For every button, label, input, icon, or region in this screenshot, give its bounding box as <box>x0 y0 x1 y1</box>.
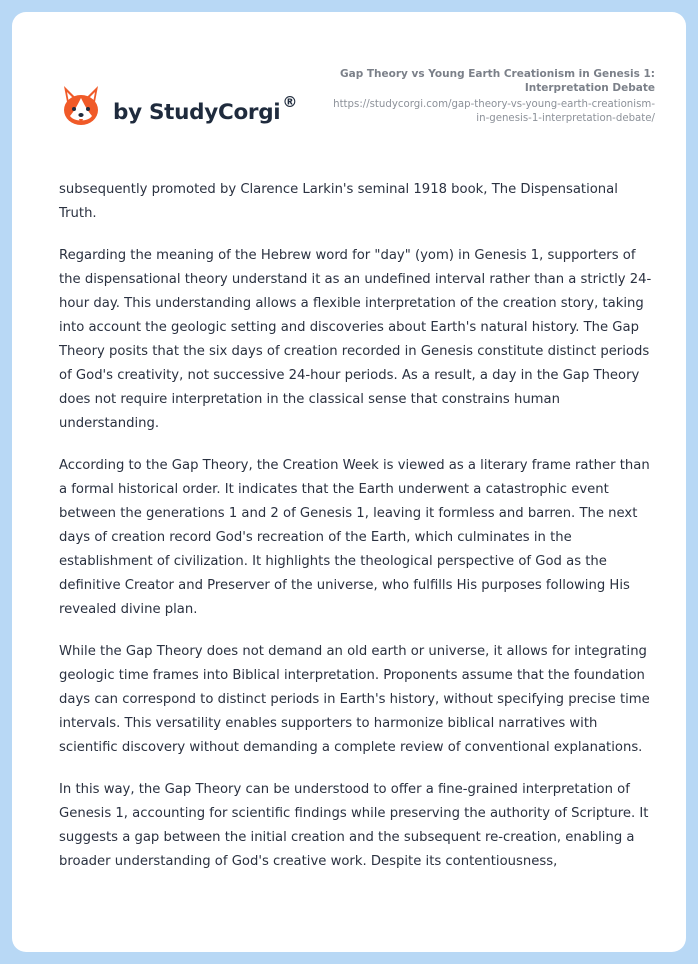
registered-mark: ® <box>282 92 298 111</box>
document-title: Gap Theory vs Young Earth Creationism in Genesis 1: Interpretation Debate <box>339 68 655 94</box>
paragraph: According to the Gap Theory, the Creation Week is viewed as a literary frame rather than a formal historical order. It indicates that the Earth underwent a catastrophic event between the generations 1 and 2 of Genesis 1, leaving it formless and barren. The next days of creation record God's recreation of the Earth, which culminates in the establishment of civilization. It highlights the theological perspective of God as the definitive Creator and Preserver of the universe, who fulfills His purposes following His revealed divine plan. <box>59 458 650 617</box>
paragraph: While the Gap Theory does not demand an old earth or universe, it allows for integrating geologic time frames into Biblical interpretation. Proponents assume that the foundation days can correspond to distinct periods in Earth's history, without specifying precise time intervals. This versatility enables supporters to harmonize biblical narratives with scientific discovery without demanding a complete review of conventional explanations. <box>59 644 650 755</box>
document-url[interactable]: https://studycorgi.com/gap-theory-vs-young-earth-creationism-in-genesis-1-interpretation-debate/ <box>333 99 655 124</box>
brand-name <box>113 92 298 126</box>
studycorgi-logo[interactable] <box>61 77 297 137</box>
paragraph: In this way, the Gap Theory can be understood to offer a fine-grained interpretation of Genesis 1, accounting for scientific findings while preserving the authority of Scripture. It suggests a gap between the initial creation and the subsequent re-creation, enabling a broader understanding of God's creative work. Despite its contentiousness, <box>59 782 649 869</box>
paragraph: Regarding the meaning of the Hebrew word for "day" (yom) in Genesis 1, supporters of the dispensational theory understand it as an undefined interval rather than a strictly 24-hour day. This understanding allows a flexible interpretation of the creation story, taking into account the geologic setting and discoveries about Earth's natural history. The Gap Theory posits that the six days of creation recorded in Genesis constitute distinct periods of God's creativity, not successive 24-hour periods. As a result, a day in the Gap Theory does not require interpretation in the classical sense that constrains human understanding. <box>59 248 652 431</box>
document-page <box>12 12 686 952</box>
document-meta <box>325 67 655 125</box>
brand-text: by StudyCorgi <box>113 100 281 126</box>
corgi-logo-icon <box>61 84 101 130</box>
paragraph: subsequently promoted by Clarence Larkin's seminal 1918 book, The Dispensational Truth. <box>59 182 618 221</box>
document-body <box>59 178 659 892</box>
